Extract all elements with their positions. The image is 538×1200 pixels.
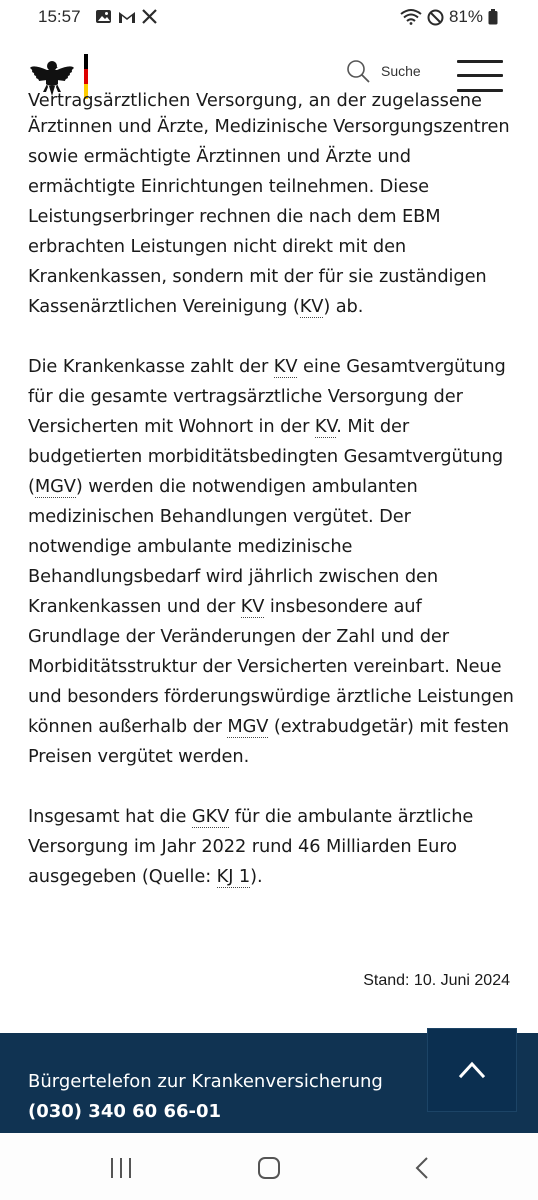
abbr-kv[interactable]: KV [314,416,337,437]
status-bar [0,0,538,36]
home-icon[interactable] [249,1153,289,1183]
abbr-kj1[interactable]: KJ 1 [216,866,251,887]
notification-icons [95,9,157,24]
search-button[interactable] [345,56,421,86]
battery-percent: 81% [448,7,483,26]
chevron-up-icon [428,1029,516,1111]
status-time: 15:57 [38,7,81,26]
wifi-icon [400,9,422,25]
paragraph-2: Die Krankenkasse zahlt der KV eine Gesamtvergütung für die gesamte vertragsärztliche Versorgung der Versicherten mit Wohnort in der KV. Mit der budgetierten morbiditätsbedingten Gesamtvergütung (MGV) werden die notwendigen ambulanten medizinischen Behandlungen vergütet. Der notwendige ambulante medizinische Behandlungsbedarf wird jährlich zwischen den Krankenkassen und der KV insbesondere auf Grundlage der Veränderungen der Zahl und der Morbiditätsstruktur der Versicherten vereinbart. Neue und besonders förderungswürdige ärztliche Leistungen können außerhalb der MGV (extrabudgetär) mit festen Preisen vergütet werden. [28,356,514,767]
system-icons [400,7,498,27]
cut-off-text-line: Vertragsärztlichen Versorgung, an der zugelassene [28,90,483,111]
scroll-to-top-button[interactable] [427,1028,517,1112]
back-icon[interactable] [402,1153,442,1183]
recent-apps-icon[interactable] [101,1153,141,1183]
paragraph-1: Ärztinnen und Ärzte, Medizinische Versorgungszentren sowie ermächtigte Ärztinnen und Ärzte und ermächtigte Einrichtungen teilnehmen. Diese Leistungserbringer rechnen die nach dem EBM erbrachten Leistungen nicht direkt mit den Krankenkassen, sondern mit der für sie zuständigen Kassenärztlichen Vereinigung (KV) ab. [28,116,510,317]
abbr-kv[interactable]: KV [240,596,265,617]
phone-number[interactable]: (030) 340 60 66-01 [28,1101,222,1122]
paragraph-3: Insgesamt hat die GKV für die ambulante ärztliche Versorgung im Jahr 2022 rund 46 Milliarden Euro ausgegeben (Quelle: KJ 1). [28,806,474,887]
abbr-mgv[interactable]: MGV [227,716,269,737]
do-not-disturb-icon [427,9,444,26]
search-icon [345,58,371,84]
last-updated-date: Stand: 10. Juni 2024 [363,972,510,989]
battery-icon [488,9,498,25]
search-label: Suche [381,63,421,79]
abbr-kv[interactable]: KV [273,356,298,377]
system-navigation-bar [0,1133,538,1200]
abbr-gkv[interactable]: GKV [191,806,230,827]
x-icon [142,9,157,24]
phone-title: Bürgertelefon zur Krankenversicherung [28,1071,383,1092]
abbr-kv[interactable]: KV [299,296,324,317]
abbr-mgv[interactable]: MGV [34,476,76,497]
article-content [28,112,518,922]
gmail-icon [118,10,136,24]
gallery-icon [95,9,112,24]
